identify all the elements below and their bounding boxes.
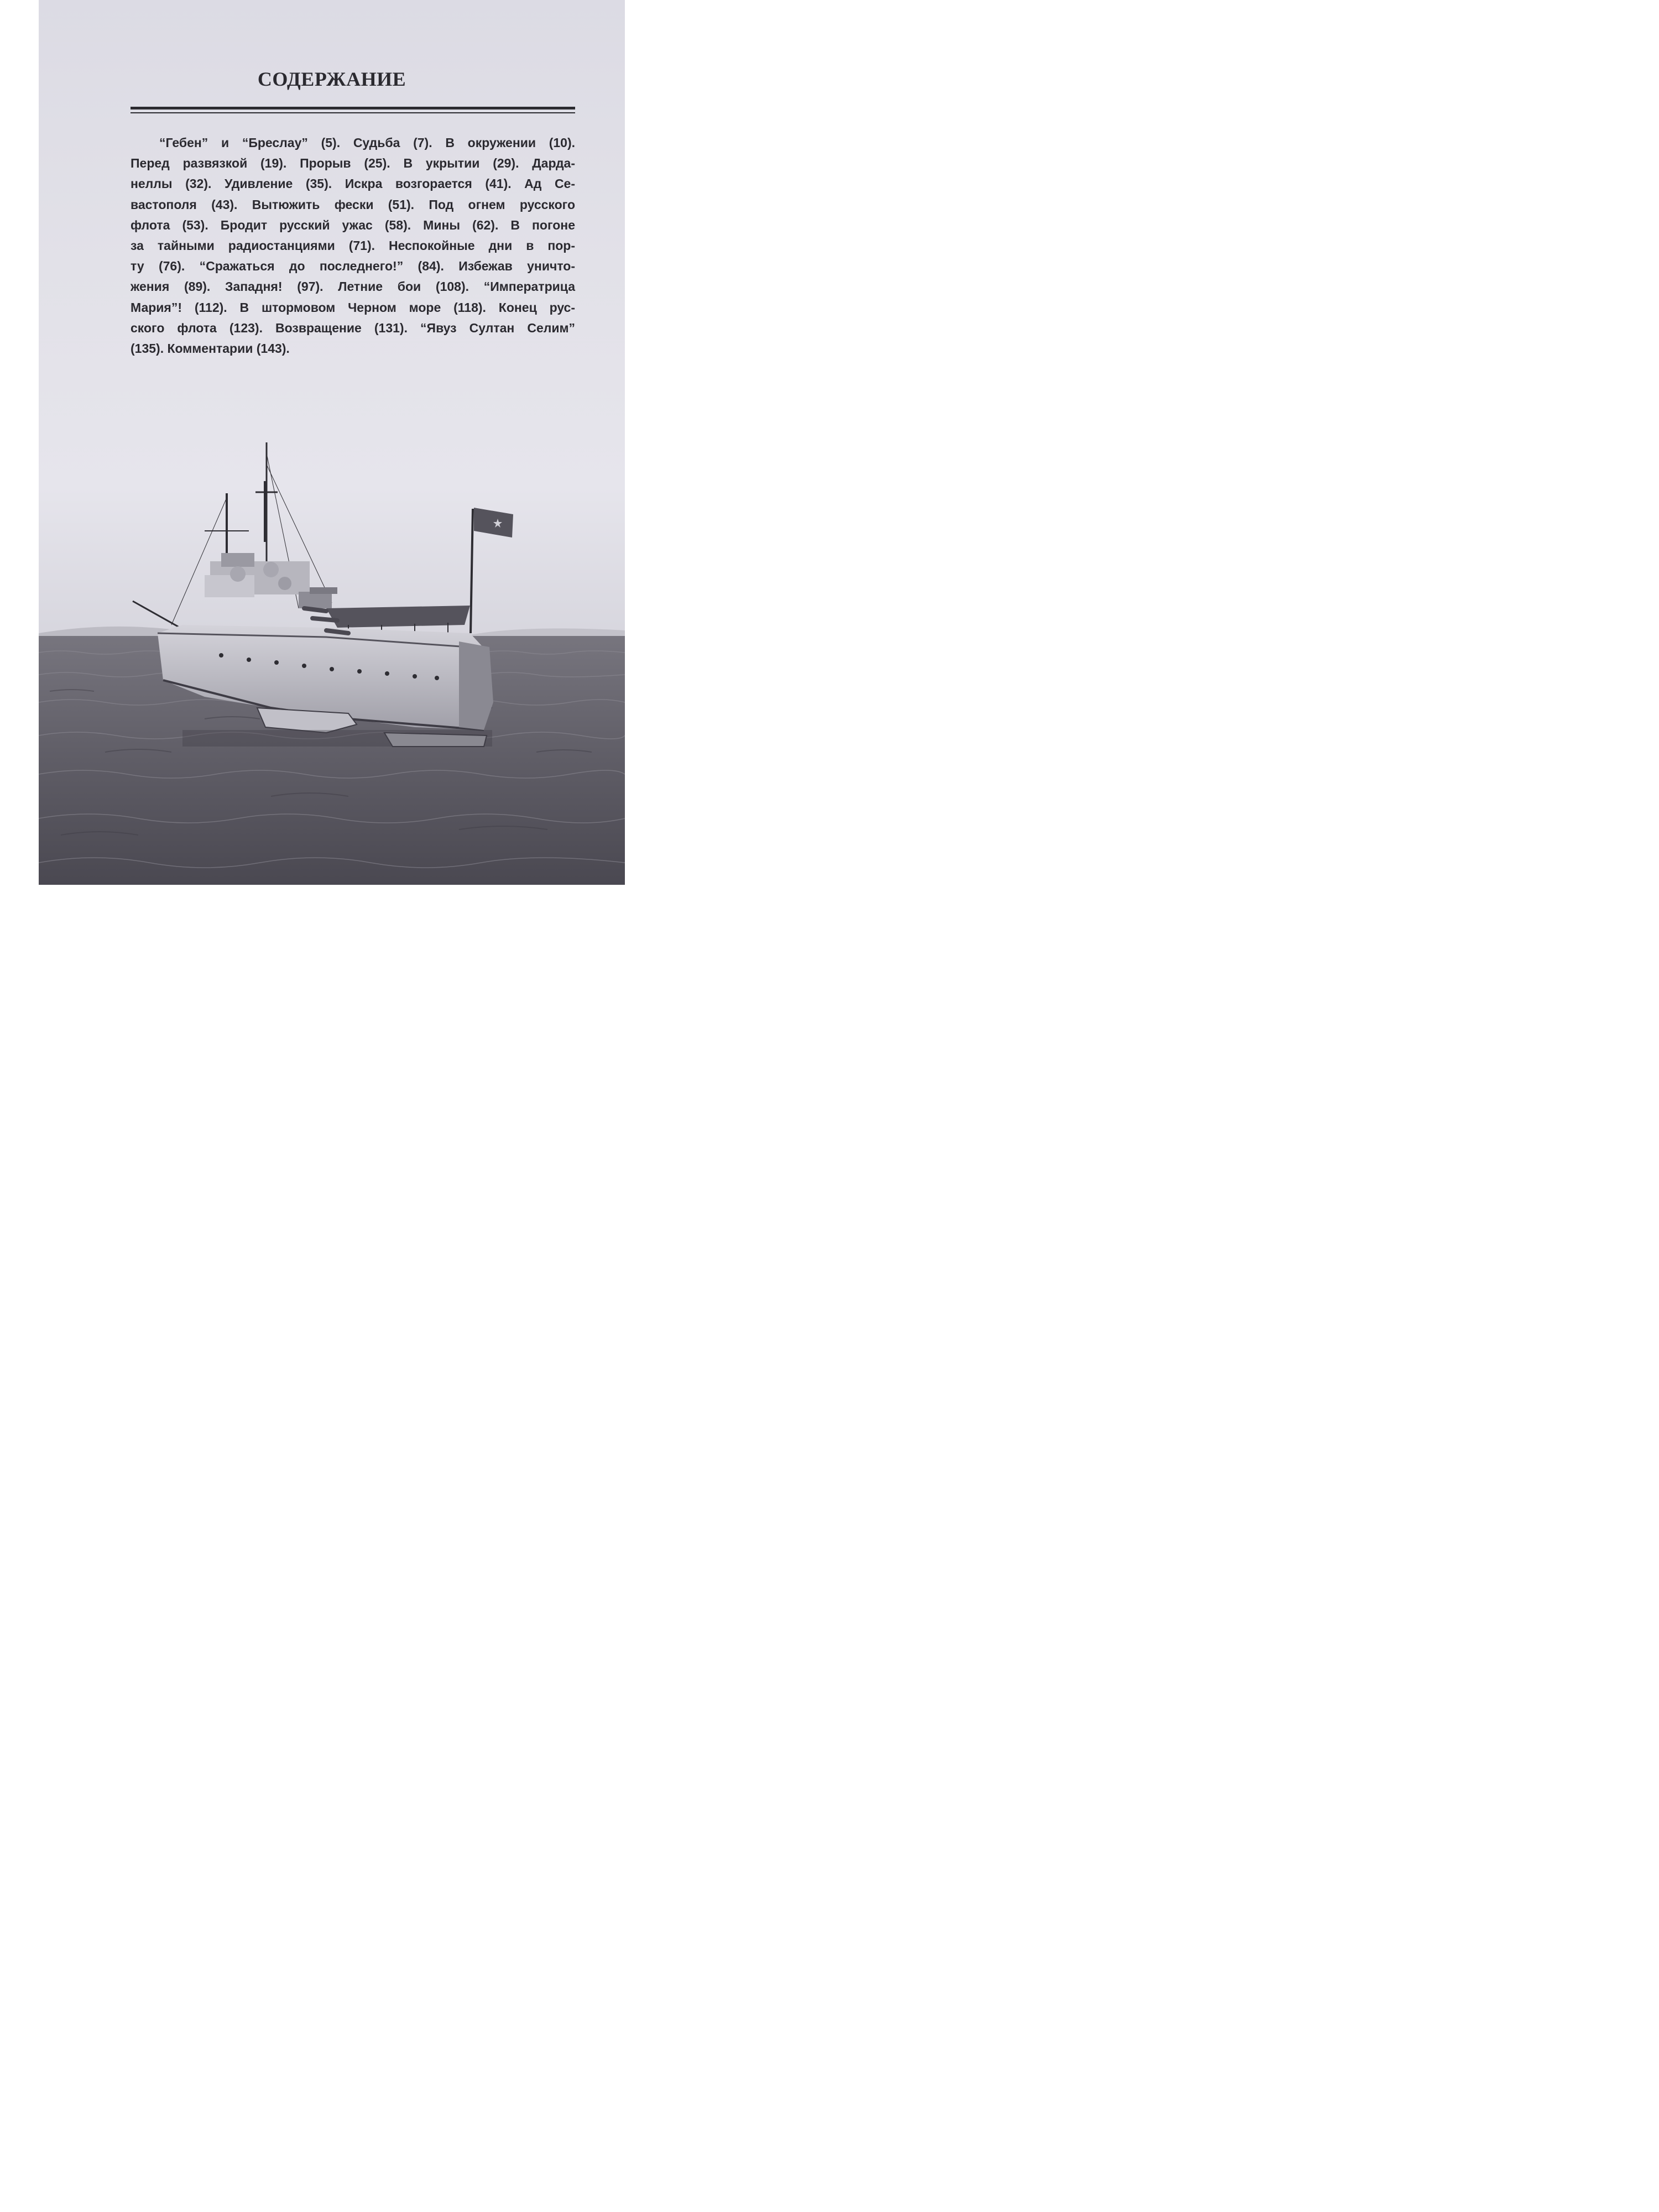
toc-line: ского флота (123). Возвращение (131). “Явуз Султан Селим” [131,320,575,335]
book-page [39,0,625,885]
flag-pole [471,509,473,633]
ship-reflection [182,730,492,747]
hull-stern [459,641,493,730]
toc-line: жения (89). Западня! (97). Летние бои (108). “Императрица [131,279,575,294]
ship-superstructure [205,553,337,608]
toc-line: Перед развязкой (19). Прорыв (25). В укрытии (29). Дарда- [131,156,575,171]
toc-line: флота (53). Бродит русский ужас (58). Мины (62). В погоне [131,217,575,232]
toc-line: вастополя (43). Вытюжить фески (51). Под огнем русского [131,197,575,212]
toc-line: (135). Комментарии (143). [131,341,290,356]
toc-line: ту (76). “Сражаться до последнего!” (84). Избежав уничто- [131,259,575,274]
table-of-contents [131,133,575,359]
page-title: СОДЕРЖАНИЕ [257,68,406,90]
flag [474,508,513,538]
toc-line: неллы (32). Удивление (35). Искра возгорается (41). Ад Се- [131,176,575,191]
toc-line: за тайными радиостанциями (71). Неспокойные дни в пор- [131,238,575,253]
toc-line: “Гебен” и “Бреслау” (5). Судьба (7). В окружении (10). [159,135,575,150]
title-rule-thick [131,107,575,109]
toc-line: Мария”! (112). В штормовом Черном море (118). Конец рус- [131,300,575,315]
scanned-sheet [0,0,664,885]
battleship-photo [39,442,625,885]
title-rule-thin [131,112,575,113]
distant-hills-right [470,628,625,637]
